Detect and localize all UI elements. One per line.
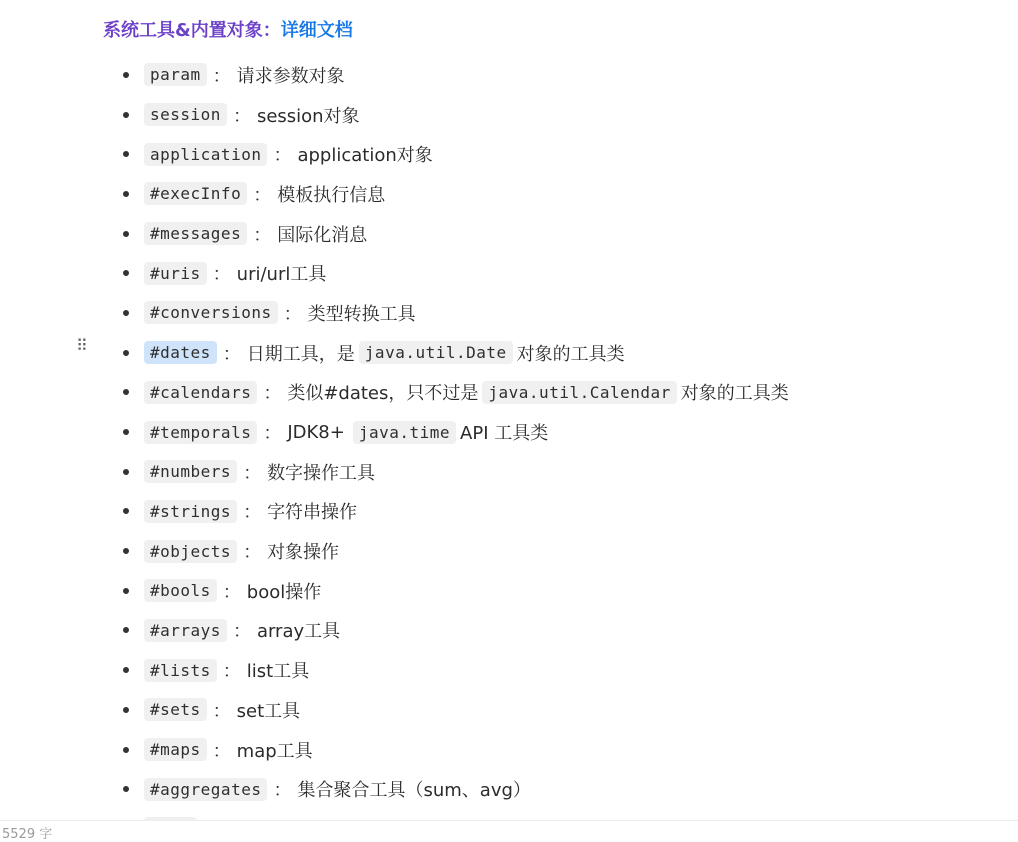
bullet-icon	[123, 350, 129, 356]
bullet-icon	[123, 429, 129, 435]
inline-code: #lists	[144, 659, 217, 682]
bullet-icon	[123, 72, 129, 78]
docs-link[interactable]: 详细文档	[280, 20, 353, 41]
inline-code: java.util.Calendar	[482, 381, 676, 404]
separator: ：	[243, 502, 262, 524]
list-item[interactable]	[0, 214, 1018, 254]
item-text-2: API 工具类	[460, 423, 549, 445]
bullet-icon	[123, 707, 129, 713]
bullet-icon	[123, 548, 129, 554]
list-item[interactable]	[0, 253, 1018, 293]
item-text: 对象操作	[267, 542, 340, 564]
inline-code: #numbers	[144, 460, 237, 483]
list-item[interactable]	[0, 174, 1018, 214]
inline-code: #aggregates	[144, 778, 267, 801]
item-text: 模板执行信息	[277, 184, 386, 206]
inline-code: java.time	[353, 421, 456, 444]
bullet-icon	[123, 786, 129, 792]
inline-code: #objects	[144, 540, 237, 563]
separator: ：	[243, 542, 262, 564]
item-text: bool操作	[246, 581, 322, 603]
bullet-icon	[123, 508, 129, 514]
list-item[interactable]	[0, 690, 1018, 730]
separator: ：	[273, 145, 292, 167]
item-text: 类似#dates，只不过是	[287, 383, 479, 405]
item-text: session对象	[256, 105, 360, 127]
bullet-icon	[123, 112, 129, 118]
inline-code: #conversions	[144, 301, 278, 324]
separator: ：	[222, 661, 241, 683]
item-text: 字符串操作	[267, 502, 358, 524]
item-text-2: 对象的工具类	[516, 343, 625, 365]
separator: ：	[222, 343, 241, 365]
inline-code: #sets	[144, 698, 207, 721]
bullet-icon	[123, 151, 129, 157]
list-item[interactable]	[0, 769, 1018, 809]
inline-code: #arrays	[144, 619, 227, 642]
list-item[interactable]	[0, 373, 1018, 413]
bullet-icon	[123, 747, 129, 753]
list-item[interactable]	[0, 531, 1018, 571]
heading-text: 系统工具&内置对象：	[103, 20, 281, 41]
item-text: list工具	[246, 661, 310, 683]
bullet-icon	[123, 588, 129, 594]
item-text: 国际化消息	[277, 224, 368, 246]
list-item[interactable]	[0, 650, 1018, 690]
inline-code-selected[interactable]: #dates	[144, 341, 217, 364]
separator: ：	[232, 621, 251, 643]
list-item[interactable]	[0, 611, 1018, 651]
separator: ：	[243, 462, 262, 484]
inline-code: #messages	[144, 222, 247, 245]
item-text: JDK8+	[287, 421, 345, 443]
list-item[interactable]	[0, 452, 1018, 492]
inline-code: #calendars	[144, 381, 257, 404]
item-text: application对象	[297, 145, 433, 167]
separator: ：	[283, 303, 302, 325]
inline-code: #temporals	[144, 421, 257, 444]
separator: ：	[253, 184, 272, 206]
bullet-icon	[123, 469, 129, 475]
inline-code: #execInfo	[144, 182, 247, 205]
item-text: 请求参数对象	[236, 65, 345, 87]
list-item[interactable]	[0, 492, 1018, 532]
list-item[interactable]	[0, 571, 1018, 611]
bullet-icon	[123, 270, 129, 276]
bullet-icon	[123, 389, 129, 395]
drag-handle-icon[interactable]: ⠿	[76, 336, 86, 355]
list-item[interactable]	[0, 134, 1018, 174]
inline-code: param	[144, 63, 207, 86]
separator: ：	[212, 264, 231, 286]
item-text: map工具	[236, 740, 313, 762]
separator: ：	[263, 383, 282, 405]
separator: ：	[212, 65, 231, 87]
list-item[interactable]	[0, 293, 1018, 333]
bullet-icon	[123, 627, 129, 633]
list-item[interactable]	[0, 730, 1018, 770]
separator: ：	[212, 740, 231, 762]
inline-code: java.util.Date	[359, 341, 513, 364]
section-heading	[103, 16, 353, 42]
inline-code: #uris	[144, 262, 207, 285]
bullet-icon	[123, 310, 129, 316]
item-text: 类型转换工具	[307, 303, 416, 325]
status-bar	[0, 820, 1018, 842]
item-text: 日期工具，是	[246, 343, 355, 365]
item-text-2: 对象的工具类	[680, 383, 789, 405]
separator: ：	[222, 581, 241, 603]
separator: ：	[273, 780, 292, 802]
separator: ：	[263, 423, 282, 445]
list-item[interactable]	[0, 55, 1018, 95]
list-item[interactable]	[0, 333, 1018, 373]
item-text: uri/url工具	[236, 264, 327, 286]
item-text: 数字操作工具	[267, 462, 376, 484]
word-count: 5529 字	[2, 827, 53, 842]
list-item[interactable]	[0, 95, 1018, 135]
item-text: 集合聚合工具（sum、avg）	[297, 780, 531, 802]
inline-code: #bools	[144, 579, 217, 602]
bullet-icon	[123, 667, 129, 673]
item-text: set工具	[236, 700, 301, 722]
list-item[interactable]	[0, 412, 1018, 452]
bullet-icon	[123, 231, 129, 237]
inline-code: #maps	[144, 738, 207, 761]
inline-code: session	[144, 103, 227, 126]
tools-list	[0, 55, 1018, 842]
separator: ：	[253, 224, 272, 246]
item-text: array工具	[256, 621, 341, 643]
bullet-icon	[123, 191, 129, 197]
inline-code: #strings	[144, 500, 237, 523]
inline-code: application	[144, 143, 267, 166]
separator: ：	[232, 105, 251, 127]
separator: ：	[212, 700, 231, 722]
